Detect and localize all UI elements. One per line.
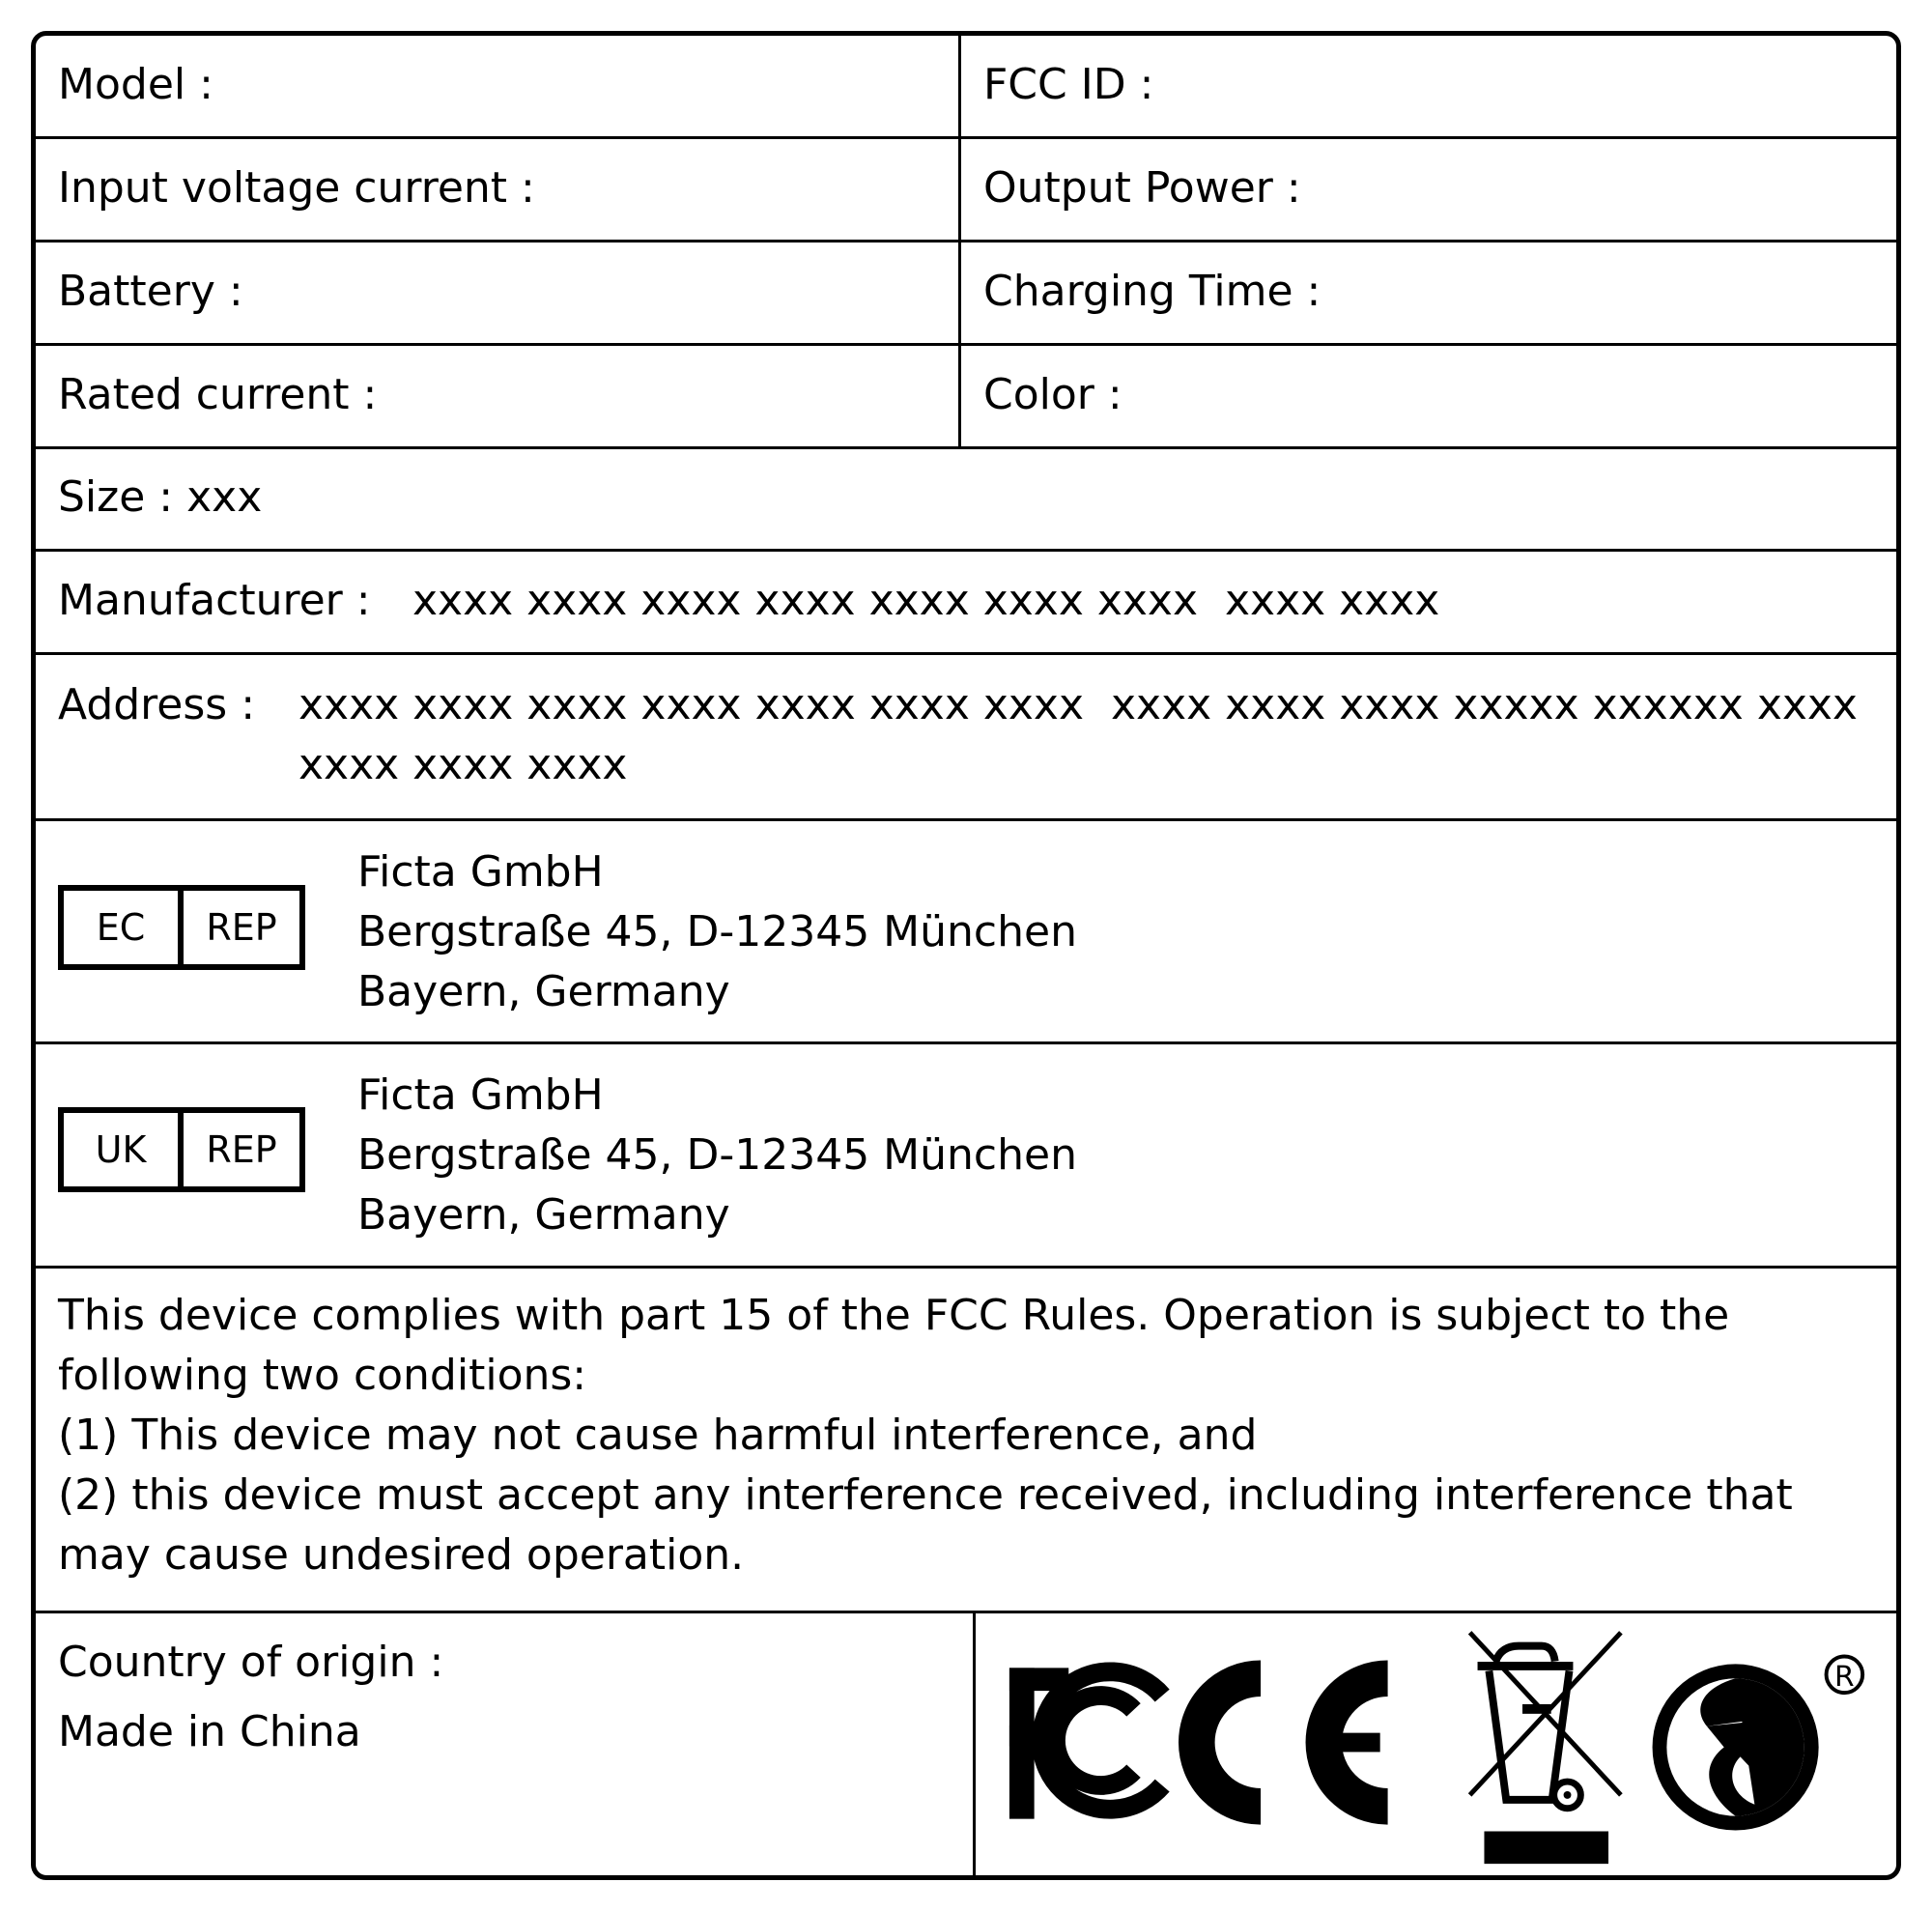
model-cell [36,36,958,136]
ec-rep-symbol [58,885,305,970]
fcc-id-label: FCC ID : [983,60,1154,109]
fcc-statement-line-4: (2) this device must accept any interference received, including interference that [58,1470,1793,1520]
ec-rep-row [36,818,1896,1041]
green-dot-icon [1653,1657,1863,1831]
registered-mark: R [1834,1659,1855,1694]
ce-mark-icon [1197,1678,1388,1807]
ec-rep-region: Bayern, Germany [357,967,730,1016]
weee-crossed-bin-icon [1470,1633,1621,1864]
input-voltage-label: Input voltage current : [58,163,535,213]
spec-row-model [36,36,1896,136]
model-label: Model : [58,60,213,109]
certification-marks-svg [976,1613,1901,1875]
size-label: Size : [58,472,174,522]
fcc-statement-line-3: (1) This device may not cause harmful interference, and [58,1411,1258,1460]
battery-cell [36,242,958,343]
fcc-statement [58,1286,1793,1585]
product-label-card [31,31,1901,1880]
uk-rep-symbol-left: UK [95,1128,147,1171]
fcc-statement-line-5: may cause undesired operation. [58,1530,745,1580]
color-label: Color : [983,370,1122,419]
output-power-label: Output Power : [983,163,1301,213]
fcc-statement-row [36,1266,1896,1611]
origin-cell [36,1613,973,1875]
address-line-1: xxxx xxxx xxxx xxxx xxxx xxxx xxxx xxxx xxxx xxxx xxxxx xxxxxx xxxx [298,680,1858,729]
origin-value: Made in China [58,1707,361,1756]
uk-rep-symbol-right: REP [206,1128,277,1171]
charging-time-cell [961,242,1901,343]
manufacturer-value: xxxx xxxx xxxx xxxx xxxx xxxx xxxx xxxx xxxx [412,576,1440,625]
manufacturer-label: Manufacturer : [58,576,371,625]
spec-row-input [36,136,1896,240]
origin-row [36,1611,1896,1875]
manufacturer-row [36,549,1896,652]
size-row [36,446,1896,549]
ec-rep-symbol-left: EC [96,906,146,949]
uk-rep-symbol [58,1107,305,1192]
uk-rep-street: Bergstraße 45, D-12345 München [357,1130,1077,1180]
ec-rep-address [357,842,1077,1022]
battery-label: Battery : [58,267,243,316]
spec-row-battery [36,240,1896,343]
fcc-id-cell [961,36,1901,136]
certification-marks [976,1613,1901,1875]
input-voltage-cell [36,139,958,240]
origin-label: Country of origin : [58,1638,444,1687]
size-value: xxx [186,472,263,522]
ec-rep-symbol-right: REP [206,906,277,949]
uk-rep-row [36,1041,1896,1266]
output-power-cell [961,139,1901,240]
size-line [58,468,262,528]
fcc-statement-line-2: following two conditions: [58,1351,587,1400]
address-label: Address : [58,680,256,729]
rated-current-cell [36,346,958,446]
address-row [36,652,1896,818]
uk-rep-region: Bayern, Germany [357,1190,730,1240]
color-cell [961,346,1901,446]
rated-current-label: Rated current : [58,370,378,419]
address-line-2: xxxx xxxx xxxx [298,740,628,789]
fcc-statement-line-1: This device complies with part 15 of the FCC Rules. Operation is subject to the [58,1291,1730,1340]
uk-rep-address [357,1066,1077,1245]
ec-rep-company: Ficta GmbH [357,847,604,897]
fcc-logo-icon [1009,1668,1162,1818]
charging-time-label: Charging Time : [983,267,1321,316]
ec-rep-street: Bergstraße 45, D-12345 München [357,907,1077,956]
spec-row-rated-current [36,343,1896,446]
uk-rep-company: Ficta GmbH [357,1070,604,1120]
